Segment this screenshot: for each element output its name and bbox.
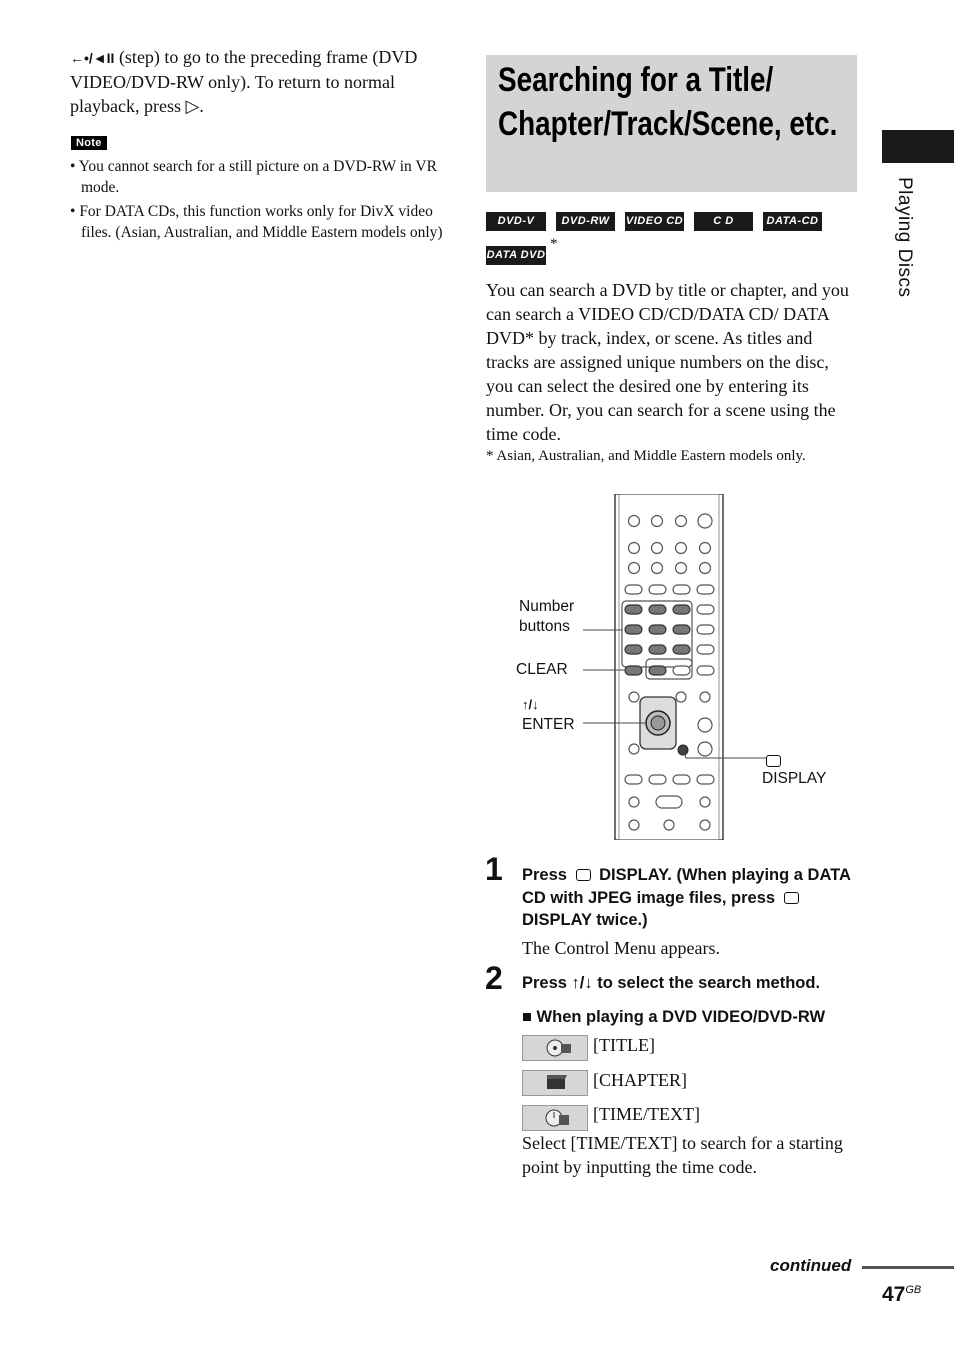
badge-cd: C D [694,212,753,231]
label-enter: ENTER [522,716,575,733]
step-number-1: 1 [485,851,503,887]
section-title: Searching for a Title/ Chapter/Track/Scene, etc. [498,61,838,143]
label-number-buttons: Number buttons [519,598,575,635]
menu-item-chapter: [CHAPTER] [593,1070,687,1090]
badge-video-cd: VIDEO CD [625,212,684,231]
badge-dvd-v: DVD-V [486,212,546,231]
display-icon [784,892,799,904]
play-icon: ▷ [185,96,200,116]
step-2-subheading: ■ When playing a DVD VIDEO/DVD-RW [522,1008,826,1026]
title-search-icon [522,1035,588,1061]
section-tab-marker [882,130,954,163]
label-display: DISPLAY [762,770,827,787]
step-1-instruction: Press DISPLAY. (When playing a DATA CD with JPEG image files, press DISPLAY twice.) [522,866,851,929]
footnote: * Asian, Australian, and Middle Eastern models only. [486,448,806,464]
step-back-icon: ←•/◄II [70,50,115,66]
note-heading [71,133,107,151]
menu-item-time-text: [TIME/TEXT] [593,1104,700,1124]
note-list [70,156,445,246]
badge-data-dvd: DATA DVD [486,246,546,265]
display-icon [576,869,591,881]
badge-data-cd: DATA-CD [763,212,822,231]
display-icon [766,755,781,767]
continued-label: continued [770,1256,852,1275]
chapter-search-icon [522,1070,588,1096]
continued-rule [862,1266,954,1269]
step-back-paragraph [70,45,450,118]
page-number: $47^{GB}$ [882,1283,922,1306]
note-item: • You cannot search for a still picture on a DVD-RW in VR mode. [70,158,437,196]
badge-dvd-rw: DVD-RW [556,212,615,231]
step-2-description: Select [TIME/TEXT] to search for a starting point by inputting the time code. [522,1133,843,1177]
step-number-2: 2 [485,960,503,996]
period: . [199,96,204,116]
time-text-search-icon [522,1105,588,1131]
menu-item-title: [TITLE] [593,1035,655,1055]
step-2-instruction: Press ↑/↓ to select the search method. [522,974,821,992]
note-label: Note [71,136,107,150]
intro-paragraph: You can search a DVD by title or chapter, and you can search a VIDEO CD/CD/DATA CD/ DATA DVD* by track, index, or scene. As titles and tracks are assigned unique numbers on the disc, you can select the desired one by entering its number. Or, you can search for a scene using the time code. [486,280,849,444]
section-side-label: Playing Discs [894,177,915,298]
label-arrows: ↑/↓ [522,697,539,712]
step-back-text: (step) to go to the preceding frame (DVD VIDEO/DVD-RW only). To return to normal playback, press [70,47,418,116]
note-item: • For DATA CDs, this function works only for DivX video files. (Asian, Australian, and Middle Eastern models only) [70,203,443,241]
label-clear: CLEAR [516,661,568,678]
step-1-result: The Control Menu appears. [522,938,720,958]
badge-asterisk: * [550,236,558,252]
